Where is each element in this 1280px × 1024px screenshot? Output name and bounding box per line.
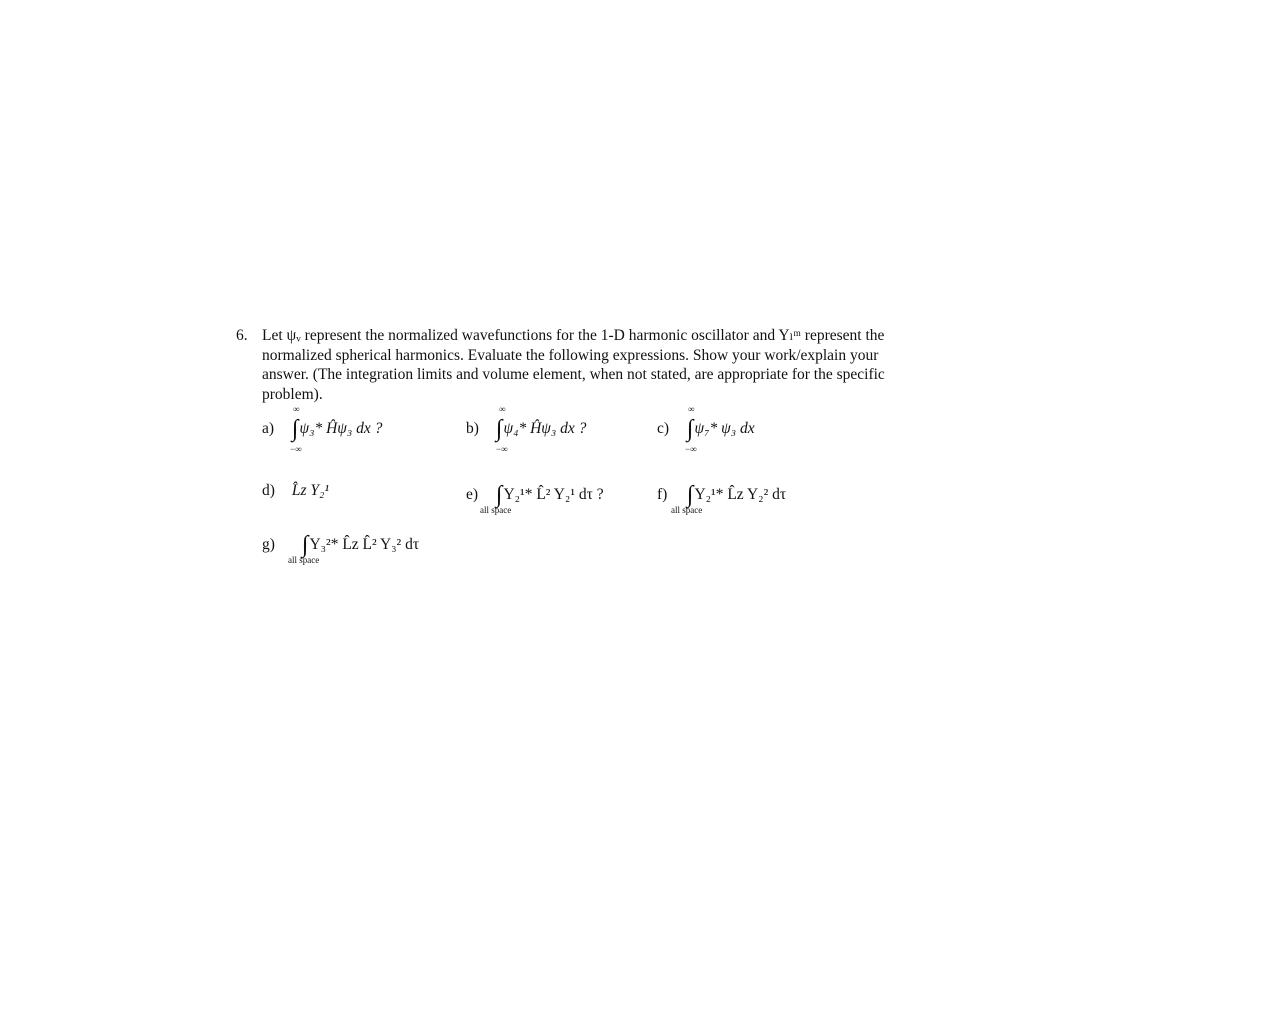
part-g	[262, 532, 420, 565]
part-d	[262, 482, 329, 500]
part-a-label: a)	[262, 420, 275, 437]
part-b-expression: ψ₄* Ĥψ₃ dx ?	[503, 420, 587, 437]
part-f-lower-limit: all space	[671, 505, 703, 515]
part-a-lower-limit: −∞	[290, 444, 302, 454]
part-c-label: c)	[657, 420, 670, 437]
intro-line-3: answer. (The integration limits and volume element, when not stated, are appropriate for the specific	[262, 366, 885, 383]
part-a-upper-limit: ∞	[293, 404, 300, 414]
intro-line-1: Let ψᵥ represent the normalized wavefunctions for the 1-D harmonic oscillator and Yₗᵐ represent the	[262, 327, 885, 344]
integral-sign: ∫	[686, 482, 694, 508]
part-e-label: e)	[466, 486, 479, 503]
part-f	[657, 482, 787, 515]
part-e	[466, 482, 604, 515]
integral-sign: ∫	[495, 416, 503, 442]
part-c-upper-limit: ∞	[688, 404, 695, 414]
integral-sign: ∫	[291, 416, 299, 442]
part-b-lower-limit: −∞	[496, 444, 508, 454]
part-b-upper-limit: ∞	[499, 404, 506, 414]
part-g-expression: Y₃²* L̂z L̂² Y₃² dτ	[309, 536, 420, 553]
part-c-expression: ψ₇* ψ₃ dx	[694, 420, 755, 437]
problem-text	[262, 326, 912, 404]
part-g-lower-limit: all space	[288, 555, 320, 565]
part-g-label: g)	[262, 536, 275, 553]
part-a	[262, 404, 383, 454]
problem-statement	[236, 326, 912, 404]
part-b	[466, 404, 587, 454]
part-c-lower-limit: −∞	[685, 444, 697, 454]
part-d-expression: L̂z Y₂¹	[291, 482, 330, 499]
intro-line-2: normalized spherical harmonics. Evaluate the following expressions. Show your work/explain your	[262, 346, 879, 364]
intro-line-4: problem).	[262, 385, 323, 403]
problem-number: 6.	[236, 327, 248, 344]
integral-sign: ∫	[495, 482, 503, 508]
part-b-label: b)	[466, 420, 479, 437]
integral-sign: ∫	[301, 532, 309, 558]
part-f-label: f)	[657, 486, 668, 503]
part-c	[657, 404, 755, 454]
part-a-expression: ψ₃* Ĥψ₃ dx ?	[299, 420, 383, 437]
part-e-expression: Y₂¹* L̂² Y₂¹ dτ ?	[503, 486, 604, 503]
integral-sign: ∫	[686, 416, 694, 442]
part-e-lower-limit: all space	[480, 505, 512, 515]
part-f-expression: Y₂¹* L̂z Y₂² dτ	[694, 486, 787, 503]
part-d-label: d)	[262, 482, 275, 499]
